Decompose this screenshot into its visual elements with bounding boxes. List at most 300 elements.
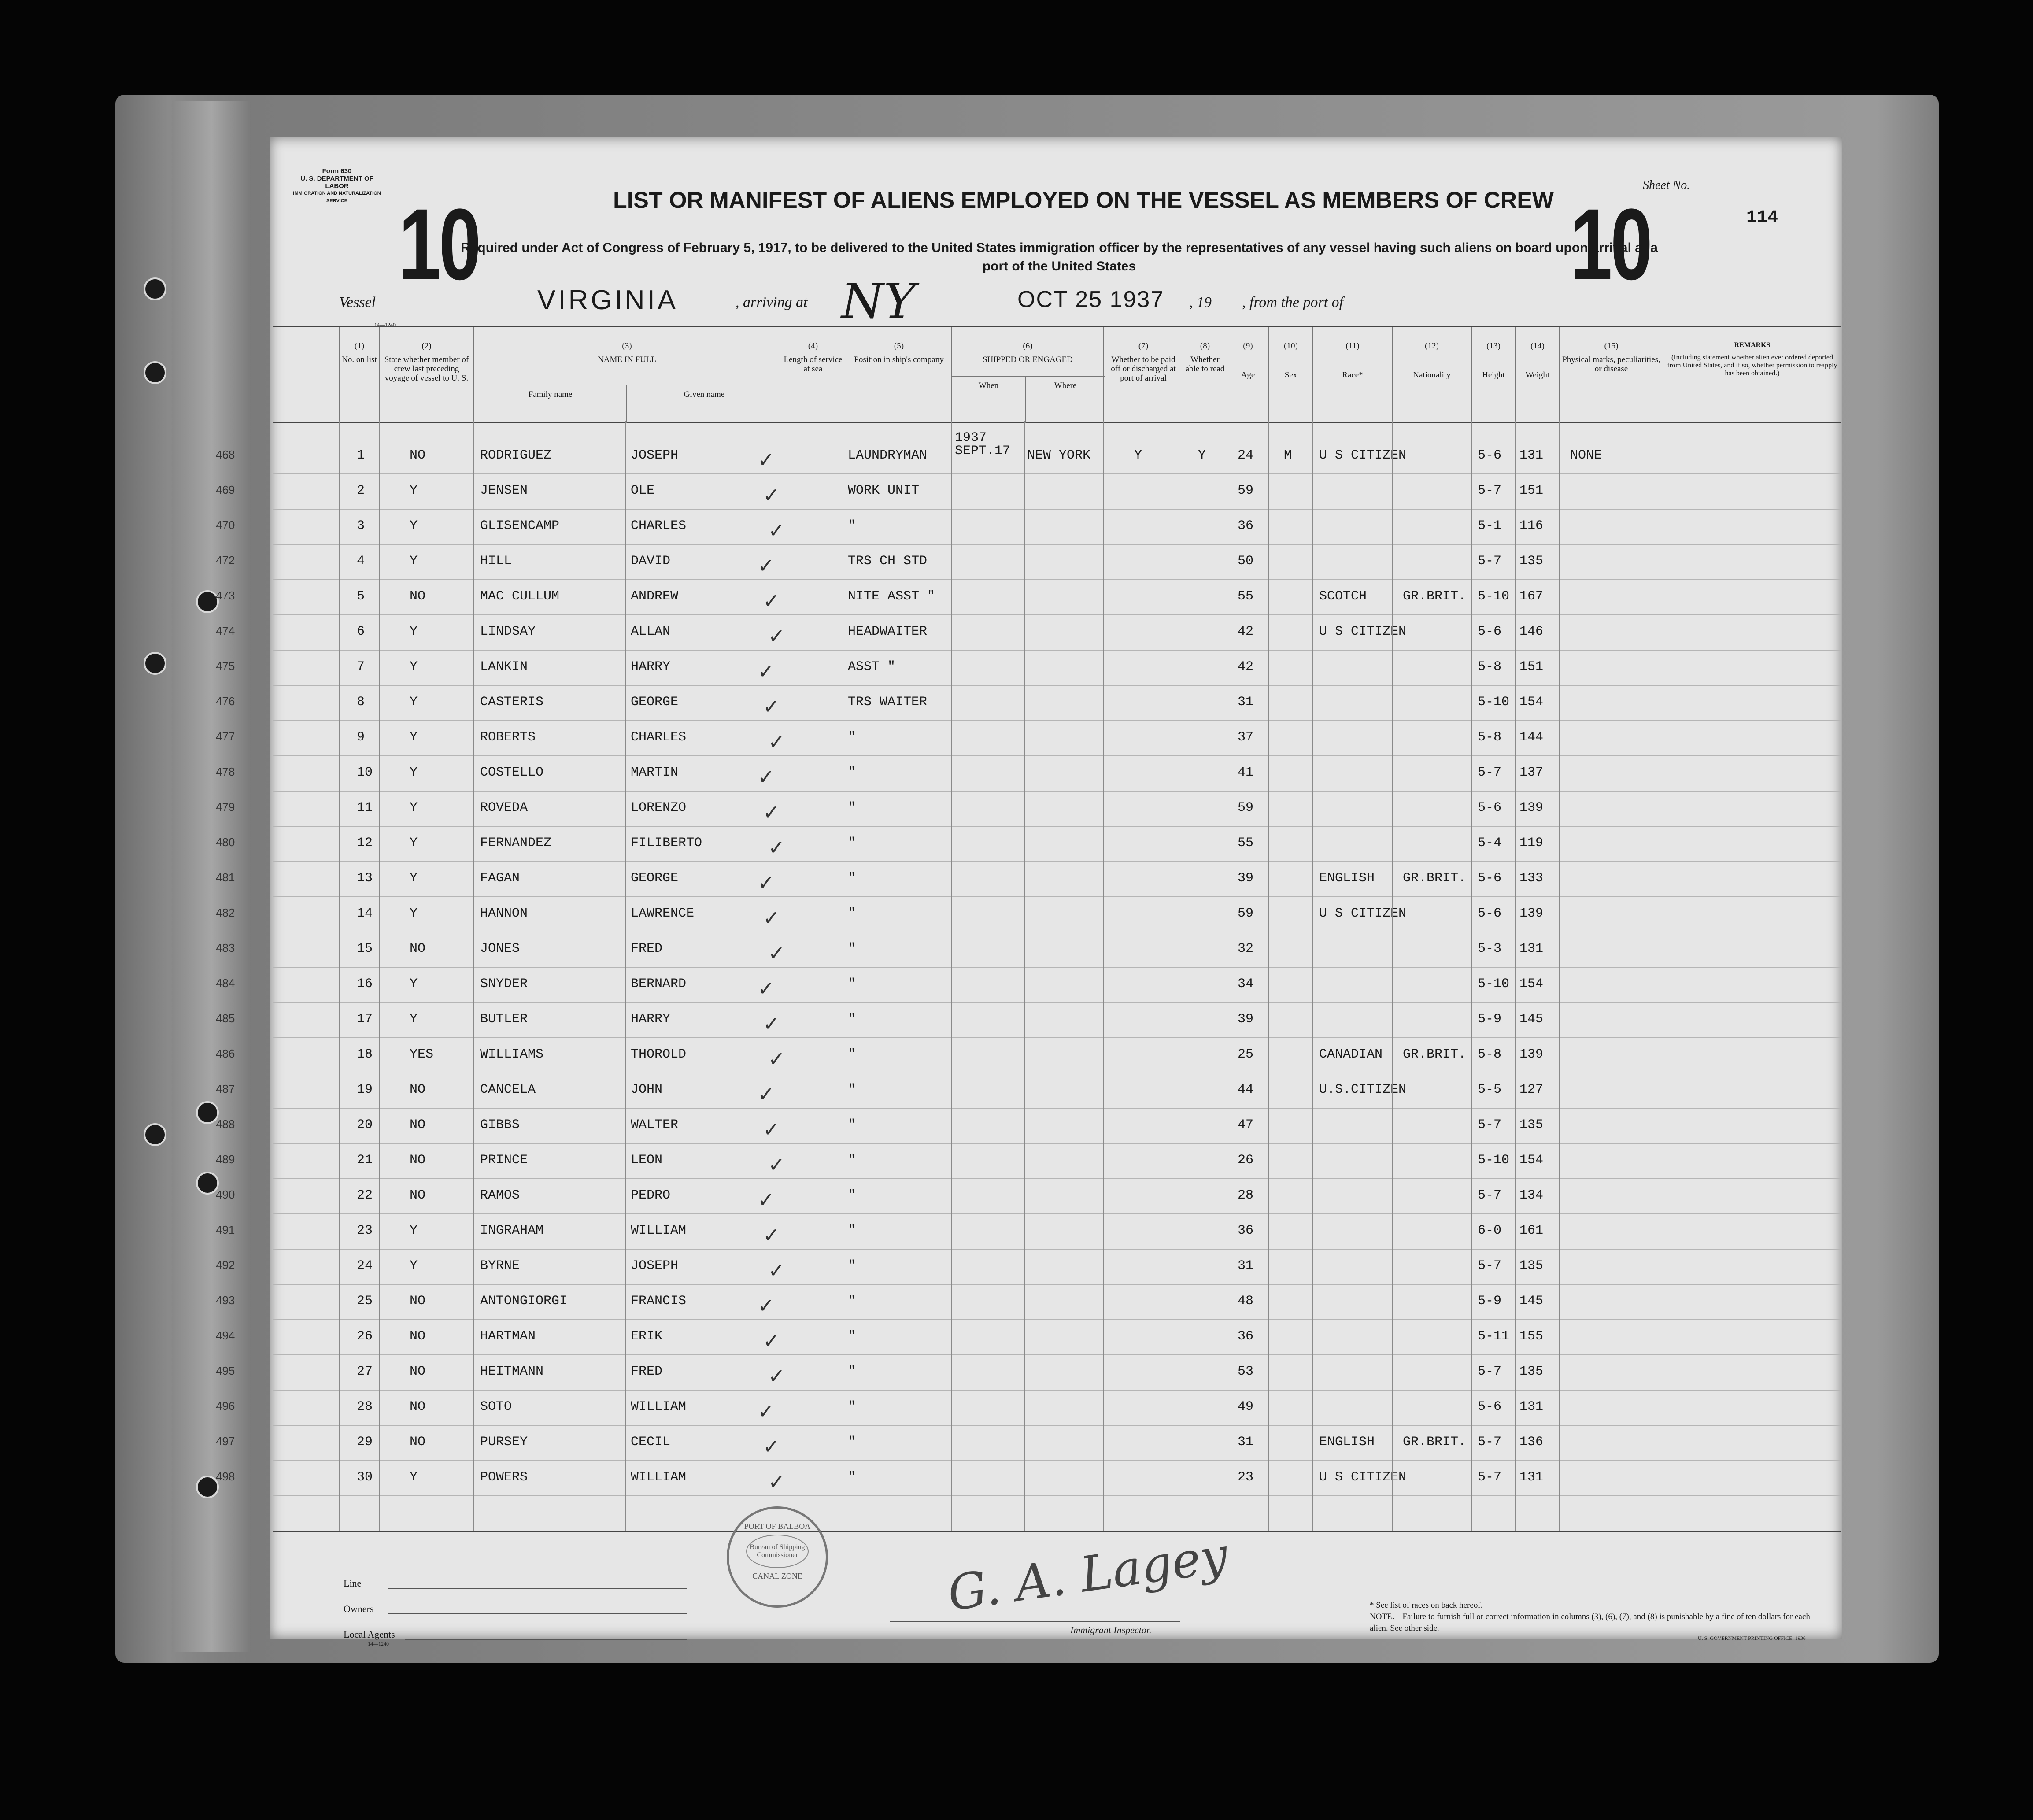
row-position: TRS WAITER bbox=[848, 695, 928, 710]
row-previous-voyage: NO bbox=[410, 1435, 426, 1450]
row-number: 4 bbox=[357, 554, 365, 569]
col-header-previous-voyage: (2) State whether member of crew last preceding voyage of vessel to U. S. bbox=[379, 327, 473, 422]
footer-line-label: Line bbox=[344, 1578, 362, 1589]
check-mark-icon: ✓ bbox=[758, 448, 775, 472]
row-race: U S CITIZEN bbox=[1319, 448, 1407, 463]
row-height: 5-10 bbox=[1478, 589, 1510, 604]
row-given-name: FRED bbox=[631, 941, 663, 956]
row-number: 3 bbox=[357, 518, 365, 533]
row-number: 25 bbox=[357, 1294, 373, 1309]
row-position: " bbox=[848, 906, 856, 921]
row-family-name: COSTELLO bbox=[480, 765, 544, 780]
row-ref-number: 468 bbox=[216, 448, 235, 461]
row-previous-voyage: Y bbox=[410, 1470, 418, 1485]
row-family-name: JONES bbox=[480, 941, 520, 956]
row-position: " bbox=[848, 518, 856, 533]
row-age: 25 bbox=[1238, 1047, 1254, 1062]
row-position: ASST " bbox=[848, 659, 896, 674]
row-ref-number: 489 bbox=[216, 1153, 235, 1166]
table-row bbox=[216, 967, 1841, 1003]
row-ref-number: 469 bbox=[216, 483, 235, 496]
form-header bbox=[288, 167, 385, 205]
row-height: 5-8 bbox=[1478, 730, 1502, 745]
table-bottom-rule bbox=[273, 1531, 1841, 1532]
row-previous-voyage: Y bbox=[410, 871, 418, 886]
row-race: ENGLISH bbox=[1319, 1435, 1375, 1450]
row-previous-voyage: NO bbox=[410, 1188, 426, 1203]
check-mark-icon: ✓ bbox=[768, 1153, 785, 1176]
row-height: 5-6 bbox=[1478, 624, 1502, 639]
row-position: " bbox=[848, 1364, 856, 1379]
row-weight: 144 bbox=[1519, 730, 1544, 745]
row-previous-voyage: Y bbox=[410, 1012, 418, 1027]
check-mark-icon: ✓ bbox=[763, 1435, 780, 1458]
row-weight: 154 bbox=[1519, 977, 1544, 991]
row-able-to-read: Y bbox=[1198, 448, 1206, 463]
row-age: 39 bbox=[1238, 871, 1254, 886]
row-position: " bbox=[848, 977, 856, 991]
row-given-name: GEORGE bbox=[631, 695, 679, 710]
row-number: 7 bbox=[357, 659, 365, 674]
row-ref-number: 477 bbox=[216, 730, 235, 743]
row-family-name: GIBBS bbox=[480, 1117, 520, 1132]
row-family-name: MAC CULLUM bbox=[480, 589, 560, 604]
col-header-height: (13) Height bbox=[1471, 327, 1515, 422]
row-ref-number: 480 bbox=[216, 836, 235, 849]
row-ref-number: 479 bbox=[216, 800, 235, 814]
col-header-service-length: (4) Length of service at sea bbox=[780, 327, 846, 422]
check-mark-icon: ✓ bbox=[758, 1188, 775, 1212]
row-position: " bbox=[848, 765, 856, 780]
row-age: 41 bbox=[1238, 765, 1254, 780]
row-number: 14 bbox=[357, 906, 373, 921]
row-previous-voyage: Y bbox=[410, 659, 418, 674]
table-row bbox=[216, 1249, 1841, 1285]
row-height: 5-7 bbox=[1478, 554, 1502, 569]
table-row bbox=[216, 1284, 1841, 1320]
arriving-label: , arriving at bbox=[736, 294, 808, 311]
table-row bbox=[216, 755, 1841, 792]
footer-owners-label: Owners bbox=[344, 1603, 374, 1614]
row-age: 36 bbox=[1238, 1223, 1254, 1238]
column-rule bbox=[1024, 421, 1025, 1531]
row-position: " bbox=[848, 1258, 856, 1273]
table-header bbox=[273, 326, 1841, 423]
table-row bbox=[216, 1354, 1841, 1391]
row-family-name: HEITMANN bbox=[480, 1364, 544, 1379]
table-row bbox=[216, 1037, 1841, 1073]
check-mark-icon: ✓ bbox=[758, 1294, 775, 1317]
table-row bbox=[216, 861, 1841, 897]
check-mark-icon: ✓ bbox=[758, 977, 775, 1000]
row-weight: 134 bbox=[1519, 1188, 1544, 1203]
row-height: 5-7 bbox=[1478, 1364, 1502, 1379]
row-age: 31 bbox=[1238, 1435, 1254, 1450]
row-previous-voyage: Y bbox=[410, 1223, 418, 1238]
row-given-name: WILLIAM bbox=[631, 1223, 687, 1238]
row-sex: M bbox=[1284, 448, 1292, 463]
column-rule bbox=[625, 421, 626, 1531]
row-ref-number: 483 bbox=[216, 941, 235, 954]
inspector-signature: G. A. Lagey bbox=[944, 1527, 1231, 1622]
printer-mark: U. S. GOVERNMENT PRINTING OFFICE: 1936 bbox=[1698, 1635, 1806, 1641]
table-row bbox=[216, 1073, 1841, 1109]
footnote-races: * See list of races on back hereof. bbox=[1370, 1601, 1483, 1610]
row-weight: 131 bbox=[1519, 1399, 1544, 1414]
row-height: 5-9 bbox=[1478, 1294, 1502, 1309]
row-position: " bbox=[848, 1188, 856, 1203]
row-ref-number: 485 bbox=[216, 1012, 235, 1025]
check-mark-icon: ✓ bbox=[768, 730, 785, 754]
row-position: LAUNDRYMAN bbox=[848, 448, 928, 463]
row-height: 6-0 bbox=[1478, 1223, 1502, 1238]
row-family-name: ROVEDA bbox=[480, 800, 528, 815]
row-weight: 131 bbox=[1519, 1470, 1544, 1485]
column-rule bbox=[951, 421, 952, 1531]
row-age: 36 bbox=[1238, 1329, 1254, 1344]
row-age: 48 bbox=[1238, 1294, 1254, 1309]
row-number: 20 bbox=[357, 1117, 373, 1132]
row-number: 12 bbox=[357, 836, 373, 851]
row-nationality: GR.BRIT. bbox=[1403, 1435, 1467, 1450]
row-ref-number: 470 bbox=[216, 518, 235, 532]
col-header-position: (5) Position in ship's company bbox=[846, 327, 951, 422]
row-family-name: GLISENCAMP bbox=[480, 518, 560, 533]
sheet-no-value: 114 bbox=[1746, 208, 1778, 228]
row-ref-number: 490 bbox=[216, 1188, 235, 1201]
large-number-right: 10 bbox=[1570, 188, 1651, 301]
row-family-name: LANKIN bbox=[480, 659, 528, 674]
row-number: 23 bbox=[357, 1223, 373, 1238]
col-header-family-name: Family name bbox=[474, 385, 626, 399]
row-height: 5-7 bbox=[1478, 1470, 1502, 1485]
row-position: " bbox=[848, 1047, 856, 1062]
row-family-name: PURSEY bbox=[480, 1435, 528, 1450]
row-paid-off: Y bbox=[1134, 448, 1142, 463]
column-rule bbox=[1268, 421, 1269, 1531]
table-row bbox=[216, 1319, 1841, 1355]
row-family-name: JENSEN bbox=[480, 483, 528, 498]
col-header-where: Where bbox=[1025, 376, 1105, 423]
row-ref-number: 482 bbox=[216, 906, 235, 919]
row-age: 55 bbox=[1238, 836, 1254, 851]
footnote-penalty: NOTE.—Failure to furnish full or correct information in columns (3), (6), (7), and (8) is punishable by a fine of ten dollars for each alien. See other side. bbox=[1370, 1612, 1810, 1633]
row-given-name: JOSEPH bbox=[631, 1258, 679, 1273]
row-nationality: GR.BRIT. bbox=[1403, 589, 1467, 604]
row-family-name: BUTLER bbox=[480, 1012, 528, 1027]
row-age: 59 bbox=[1238, 906, 1254, 921]
row-previous-voyage: Y bbox=[410, 906, 418, 921]
row-position: WORK UNIT bbox=[848, 483, 920, 498]
col-header-nationality: (12) Nationality bbox=[1392, 327, 1471, 422]
footer-agents-code: 14—1240 bbox=[368, 1641, 389, 1647]
row-weight: 154 bbox=[1519, 695, 1544, 710]
row-position: " bbox=[848, 800, 856, 815]
table-row bbox=[216, 1178, 1841, 1214]
row-family-name: HILL bbox=[480, 554, 512, 569]
row-given-name: THOROLD bbox=[631, 1047, 687, 1062]
table-row bbox=[216, 1213, 1841, 1250]
row-family-name: SNYDER bbox=[480, 977, 528, 991]
row-weight: 136 bbox=[1519, 1435, 1544, 1450]
row-age: 31 bbox=[1238, 1258, 1254, 1273]
row-previous-voyage: Y bbox=[410, 554, 418, 569]
check-mark-icon: ✓ bbox=[768, 836, 785, 859]
row-weight: 133 bbox=[1519, 871, 1544, 886]
row-age: 23 bbox=[1238, 1470, 1254, 1485]
row-family-name: RODRIGUEZ bbox=[480, 448, 552, 463]
row-age: 49 bbox=[1238, 1399, 1254, 1414]
row-height: 5-6 bbox=[1478, 448, 1502, 463]
subtitle-line-2: port of the United States bbox=[982, 259, 1136, 274]
row-position: " bbox=[848, 941, 856, 956]
row-number: 16 bbox=[357, 977, 373, 991]
check-mark-icon: ✓ bbox=[768, 1470, 785, 1494]
row-height: 5-10 bbox=[1478, 977, 1510, 991]
row-family-name: WILLIAMS bbox=[480, 1047, 544, 1062]
row-previous-voyage: NO bbox=[410, 1294, 426, 1309]
row-family-name: SOTO bbox=[480, 1399, 512, 1414]
row-given-name: WALTER bbox=[631, 1117, 679, 1132]
row-given-name: GEORGE bbox=[631, 871, 679, 886]
check-mark-icon: ✓ bbox=[763, 483, 780, 507]
col-header-race: (11) Race* bbox=[1312, 327, 1392, 422]
form-number: Form 630 bbox=[322, 167, 352, 175]
binder-hole bbox=[144, 361, 166, 384]
row-previous-voyage: Y bbox=[410, 836, 418, 851]
row-ref-number: 498 bbox=[216, 1470, 235, 1483]
row-given-name: FRED bbox=[631, 1364, 663, 1379]
row-ref-number: 493 bbox=[216, 1294, 235, 1307]
row-age: 59 bbox=[1238, 800, 1254, 815]
stamp-bottom-text: CANAL ZONE bbox=[752, 1572, 802, 1580]
binder-hole bbox=[144, 1123, 166, 1146]
row-previous-voyage: NO bbox=[410, 1329, 426, 1344]
row-given-name: CHARLES bbox=[631, 730, 687, 745]
row-position: " bbox=[848, 1399, 856, 1414]
row-previous-voyage: Y bbox=[410, 695, 418, 710]
row-age: 31 bbox=[1238, 695, 1254, 710]
column-rule bbox=[1392, 421, 1393, 1531]
row-height: 5-7 bbox=[1478, 1188, 1502, 1203]
col-header-shipped: (6) SHIPPED OR ENGAGED When Where bbox=[951, 327, 1103, 422]
row-height: 5-7 bbox=[1478, 1435, 1502, 1450]
row-ref-number: 481 bbox=[216, 871, 235, 884]
row-number: 17 bbox=[357, 1012, 373, 1027]
row-weight: 154 bbox=[1519, 1153, 1544, 1168]
row-weight: 139 bbox=[1519, 800, 1544, 815]
row-weight: 146 bbox=[1519, 624, 1544, 639]
row-ref-number: 475 bbox=[216, 659, 235, 673]
row-height: 5-11 bbox=[1478, 1329, 1510, 1344]
row-family-name: LINDSAY bbox=[480, 624, 536, 639]
inspector-label: Immigrant Inspector. bbox=[1070, 1624, 1152, 1635]
row-age: 42 bbox=[1238, 624, 1254, 639]
col-header-remarks: REMARKS (Including statement whether alien ever ordered deported from United States, and if so, whether permission to reapply has been obtained.) bbox=[1663, 327, 1841, 422]
row-height: 5-1 bbox=[1478, 518, 1502, 533]
small-code: 14—1240 bbox=[374, 322, 396, 328]
binder-hole bbox=[144, 277, 166, 300]
row-given-name: MARTIN bbox=[631, 765, 679, 780]
table-row bbox=[216, 1460, 1841, 1496]
row-weight: 137 bbox=[1519, 765, 1544, 780]
col-header-no: (1) No. on list bbox=[339, 327, 379, 422]
row-shipped-where: NEW YORK bbox=[1027, 448, 1091, 463]
check-mark-icon: ✓ bbox=[768, 1258, 785, 1282]
row-height: 5-9 bbox=[1478, 1012, 1502, 1027]
row-number: 11 bbox=[357, 800, 373, 815]
row-age: 32 bbox=[1238, 941, 1254, 956]
row-previous-voyage: NO bbox=[410, 1153, 426, 1168]
row-given-name: JOHN bbox=[631, 1082, 663, 1097]
row-number: 26 bbox=[357, 1329, 373, 1344]
row-family-name: POWERS bbox=[480, 1470, 528, 1485]
row-age: 34 bbox=[1238, 977, 1254, 991]
row-family-name: ROBERTS bbox=[480, 730, 536, 745]
row-height: 5-10 bbox=[1478, 1153, 1510, 1168]
row-given-name: ALLAN bbox=[631, 624, 671, 639]
row-position: " bbox=[848, 1223, 856, 1238]
row-position: " bbox=[848, 1470, 856, 1485]
row-race: SCOTCH bbox=[1319, 589, 1367, 604]
binding-strip bbox=[172, 101, 251, 1652]
row-weight: 131 bbox=[1519, 941, 1544, 956]
row-previous-voyage: Y bbox=[410, 518, 418, 533]
row-number: 19 bbox=[357, 1082, 373, 1097]
table-row bbox=[216, 579, 1841, 615]
row-number: 10 bbox=[357, 765, 373, 780]
row-given-name: OLE bbox=[631, 483, 655, 498]
inspector-underline bbox=[890, 1621, 1180, 1622]
row-given-name: HARRY bbox=[631, 1012, 671, 1027]
row-given-name: ERIK bbox=[631, 1329, 663, 1344]
row-weight: 116 bbox=[1519, 518, 1544, 533]
row-ref-number: 492 bbox=[216, 1258, 235, 1272]
page-title: LIST OR MANIFEST OF ALIENS EMPLOYED ON THE VESSEL AS MEMBERS OF CREW bbox=[613, 188, 1554, 213]
row-height: 5-6 bbox=[1478, 871, 1502, 886]
table-row bbox=[216, 614, 1841, 651]
row-number: 24 bbox=[357, 1258, 373, 1273]
department: U. S. DEPARTMENT OF LABOR bbox=[300, 175, 373, 190]
sheet-no-label: Sheet No. bbox=[1643, 178, 1690, 192]
row-previous-voyage: Y bbox=[410, 800, 418, 815]
row-number: 9 bbox=[357, 730, 365, 745]
row-ref-number: 488 bbox=[216, 1117, 235, 1131]
check-mark-icon: ✓ bbox=[758, 765, 775, 789]
row-age: 47 bbox=[1238, 1117, 1254, 1132]
row-given-name: CHARLES bbox=[631, 518, 687, 533]
row-previous-voyage: Y bbox=[410, 1258, 418, 1273]
table-row bbox=[216, 650, 1841, 686]
row-race: CANADIAN bbox=[1319, 1047, 1383, 1062]
row-height: 5-10 bbox=[1478, 695, 1510, 710]
row-weight: 127 bbox=[1519, 1082, 1544, 1097]
row-ref-number: 484 bbox=[216, 977, 235, 990]
check-mark-icon: ✓ bbox=[763, 1117, 780, 1141]
column-rule bbox=[339, 421, 340, 1531]
row-nationality: GR.BRIT. bbox=[1403, 871, 1467, 886]
row-ref-number: 496 bbox=[216, 1399, 235, 1413]
row-age: 28 bbox=[1238, 1188, 1254, 1203]
row-previous-voyage: NO bbox=[410, 1399, 426, 1414]
row-given-name: ANDREW bbox=[631, 589, 679, 604]
stamp-top-text: PORT OF BALBOA bbox=[744, 1522, 811, 1531]
check-mark-icon: ✓ bbox=[768, 941, 785, 965]
row-position: " bbox=[848, 1082, 856, 1097]
footer-note bbox=[1370, 1600, 1819, 1634]
row-height: 5-3 bbox=[1478, 941, 1502, 956]
check-mark-icon: ✓ bbox=[763, 589, 780, 613]
large-number-left: 10 bbox=[399, 188, 479, 301]
row-previous-voyage: YES bbox=[410, 1047, 434, 1062]
row-ref-number: 472 bbox=[216, 554, 235, 567]
subtitle-line-1: Required under Act of Congress of February 5, 1917, to be delivered to the United States immigration officer by the representatives of any vessel having such aliens on board upon arrival at a bbox=[461, 240, 1658, 255]
row-position: " bbox=[848, 1153, 856, 1168]
row-ref-number: 473 bbox=[216, 589, 235, 602]
row-number: 27 bbox=[357, 1364, 373, 1379]
row-weight: 167 bbox=[1519, 589, 1544, 604]
row-nationality: GR.BRIT. bbox=[1403, 1047, 1467, 1062]
row-age: 39 bbox=[1238, 1012, 1254, 1027]
row-number: 18 bbox=[357, 1047, 373, 1062]
row-ref-number: 476 bbox=[216, 695, 235, 708]
row-position: " bbox=[848, 836, 856, 851]
row-position: " bbox=[848, 1435, 856, 1450]
row-weight: 151 bbox=[1519, 659, 1544, 674]
year-label: , 19 bbox=[1189, 294, 1212, 311]
column-rule bbox=[1103, 421, 1104, 1531]
col-header-physical-marks: (15) Physical marks, peculiarities, or disease bbox=[1559, 327, 1663, 422]
row-number: 6 bbox=[357, 624, 365, 639]
footer-owners-underline bbox=[388, 1613, 687, 1614]
row-position: TRS CH STD bbox=[848, 554, 928, 569]
row-previous-voyage: NO bbox=[410, 941, 426, 956]
row-given-name: LORENZO bbox=[631, 800, 687, 815]
row-weight: 135 bbox=[1519, 554, 1544, 569]
row-shipped-when: 1937 SEPT.17 bbox=[955, 430, 1011, 459]
row-ref-number: 494 bbox=[216, 1329, 235, 1342]
row-height: 5-7 bbox=[1478, 1258, 1502, 1273]
row-race: U S CITIZEN bbox=[1319, 1470, 1407, 1485]
row-weight: 135 bbox=[1519, 1258, 1544, 1273]
row-ref-number: 497 bbox=[216, 1435, 235, 1448]
row-family-name: ANTONGIORGI bbox=[480, 1294, 568, 1309]
row-number: 8 bbox=[357, 695, 365, 710]
row-age: 37 bbox=[1238, 730, 1254, 745]
port-stamp bbox=[727, 1506, 828, 1608]
arriving-port: NY bbox=[841, 273, 916, 329]
row-position: " bbox=[848, 1117, 856, 1132]
table-row bbox=[216, 509, 1841, 545]
row-previous-voyage: Y bbox=[410, 483, 418, 498]
row-height: 5-5 bbox=[1478, 1082, 1502, 1097]
row-number: 13 bbox=[357, 871, 373, 886]
row-number: 29 bbox=[357, 1435, 373, 1450]
row-height: 5-6 bbox=[1478, 1399, 1502, 1414]
row-given-name: DAVID bbox=[631, 554, 671, 569]
row-previous-voyage: NO bbox=[410, 1082, 426, 1097]
row-age: 36 bbox=[1238, 518, 1254, 533]
row-family-name: CASTERIS bbox=[480, 695, 544, 710]
row-family-name: INGRAHAM bbox=[480, 1223, 544, 1238]
binder-hole bbox=[144, 652, 166, 675]
row-age: 26 bbox=[1238, 1153, 1254, 1168]
row-family-name: BYRNE bbox=[480, 1258, 520, 1273]
col-header-age: (9) Age bbox=[1227, 327, 1268, 422]
row-number: 28 bbox=[357, 1399, 373, 1414]
row-age: 59 bbox=[1238, 483, 1254, 498]
row-ref-number: 495 bbox=[216, 1364, 235, 1377]
